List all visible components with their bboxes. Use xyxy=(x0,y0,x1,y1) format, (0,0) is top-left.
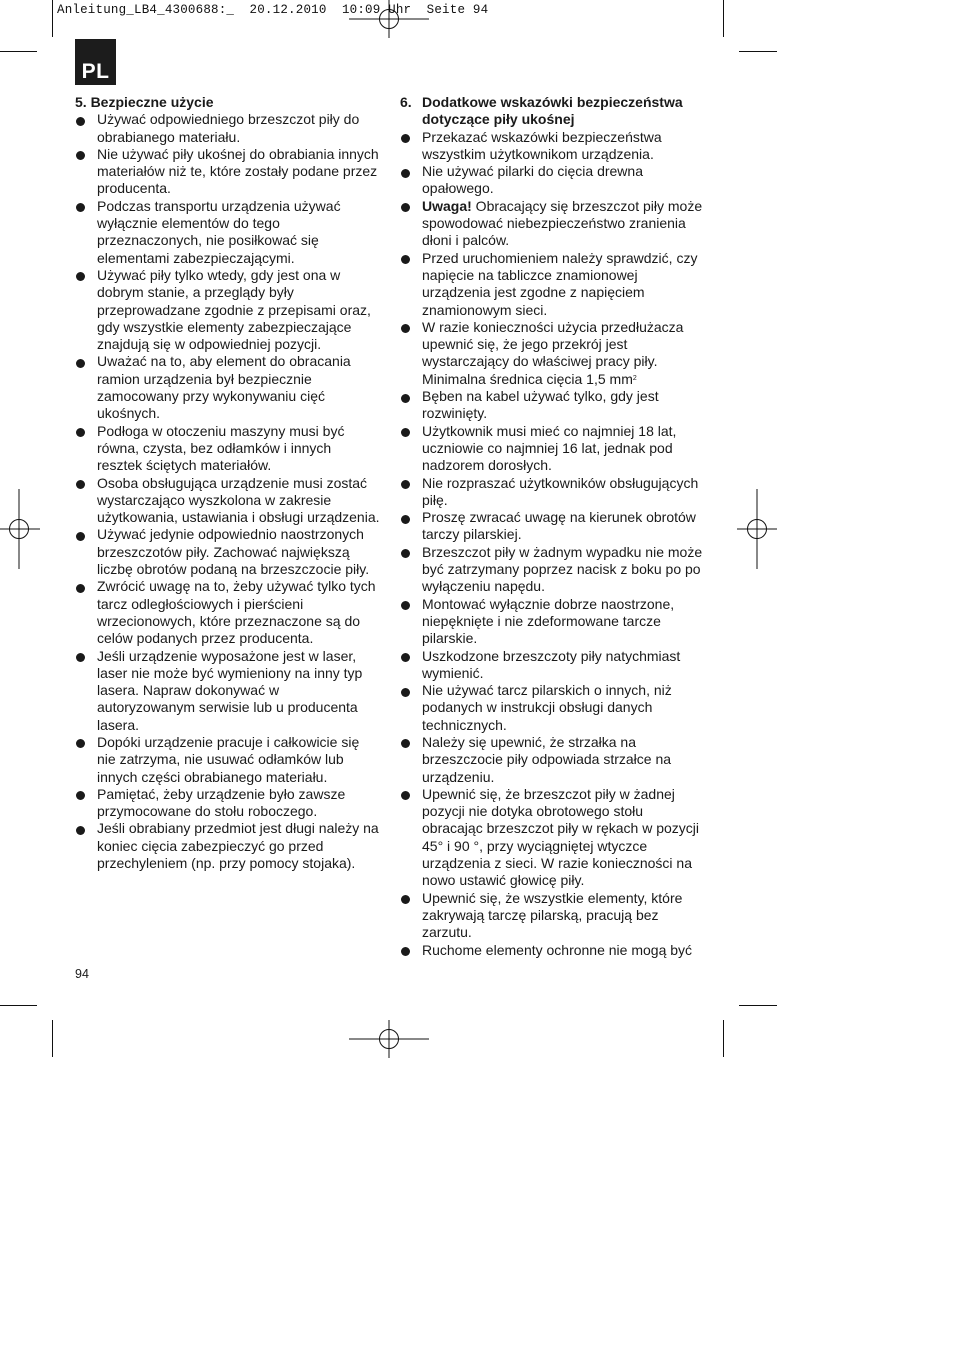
list-item: Użytkownik musi mieć co najmniej 18 lat, uczniowie co najmniej 16 lat, jednak pod nadzorem dorosłych. xyxy=(400,423,705,475)
list-item: Dopóki urządzenie pracuje i całkowicie się nie zatrzyma, nie usuwać odłamków lub innych części obrabianego materiału. xyxy=(75,734,380,786)
safe-use-list xyxy=(75,111,380,872)
list-item: Upewnić się, że wszystkie elementy, które zakrywają tarczę pilarską, pracują bez zarzutu. xyxy=(400,890,705,942)
list-item: Proszę zwracać uwagę na kierunek obrotów tarczy pilarskiej. xyxy=(400,509,705,544)
list-item: Osoba obsługująca urządzenie musi zostać wystarczająco wyszkolona w zakresie użytkowania, ustawiania i obsługi urządzenia. xyxy=(75,475,380,527)
crop-mark-bottom-right-v xyxy=(723,1020,724,1057)
list-item: Bęben na kabel używać tylko, gdy jest rozwinięty. xyxy=(400,388,705,423)
list-item: Pamiętać, żeby urządzenie było zawsze przymocowane do stołu roboczego. xyxy=(75,786,380,821)
list-item: Jeśli obrabiany przedmiot jest długi należy na koniec cięcia zabezpieczyć go przed przechyleniem (np. przy pomocy stojaka). xyxy=(75,820,380,872)
warning-text: Obracający się brzeszczot piły może spowodować niebezpieczeństwo zranienia dłoni i palców. xyxy=(422,197,703,249)
crop-mark-top-right-v xyxy=(723,0,724,37)
extension-cord-text: W razie konieczności użycia przedłużacza upewnić się, że jego przekrój jest wystarczający do właściwej pracy piły. Minimalna średnica cięcia 1,5 mm xyxy=(422,318,684,387)
right-column xyxy=(400,94,705,959)
crop-mark-top-left-h xyxy=(0,51,37,52)
registration-mark-top xyxy=(349,0,429,38)
registration-mark-bottom xyxy=(349,1020,429,1058)
list-item: Upewnić się, że brzeszczot piły w żadnej pozycji nie dotyka obrotowego stołu obracając brzeszczot piły w rękach w pozycji 45° i 90 °, przy wyciągniętej wtyczce urządzenia z sieci. W razie konieczności na nowo ustawić głowicę piły. xyxy=(400,786,705,890)
list-item: Brzeszczot piły w żadnym wypadku nie może być zatrzymany poprzez nacisk z boku po po wyłączeniu napędu. xyxy=(400,544,705,596)
list-item: Nie używać tarcz pilarskich o innych, niż podanych w instrukcji obsługi danych technicznych. xyxy=(400,682,705,734)
list-item: Montować wyłącznie dobrze naostrzone, niepęknięte i nie zdeformowane tarcze pilarskie. xyxy=(400,596,705,648)
crop-mark-top-left-v xyxy=(52,0,53,37)
list-item: Nie rozpraszać użytkowników obsługujących piłę. xyxy=(400,475,705,510)
list-item: Przekazać wskazówki bezpieczeństwa wszystkim użytkownikom urządzenia. xyxy=(400,129,705,164)
list-item: Jeśli urządzenie wyposażone jest w laser, laser nie może być wymieniony na inny typ lasera. Napraw dokonywać w autoryzowanym serwisie lub u producenta lasera. xyxy=(75,648,380,734)
list-item: Używać piły tylko wtedy, gdy jest ona w dobrym stanie, a przeglądy były przeprowadzane zgodnie z przepisami oraz, gdy wszystkie elementy zabezpieczające znajdują się w odpowiedniej pozycji. xyxy=(75,267,380,353)
list-item: Przed uruchomieniem należy sprawdzić, czy napięcie na tabliczce znamionowej urządzenia jest zgodne z napięciem znamionowym sieci. xyxy=(400,250,705,319)
superscript: 2 xyxy=(632,374,637,382)
list-item: Ruchome elementy ochronne nie mogą być xyxy=(400,942,705,959)
crop-mark-bottom-left-v xyxy=(52,1020,53,1057)
list-item: Podczas transportu urządzenia używać wyłącznie elementów do tego przeznaczonych, nie posiłkować się elementami zabezpieczającymi. xyxy=(75,198,380,267)
list-item: Należy się upewnić, że strzałka na brzeszczocie piły odpowiada strzałce na urządzeniu. xyxy=(400,734,705,786)
section-heading-safe-use: 5. Bezpieczne użycie xyxy=(75,94,214,110)
language-tab: PL xyxy=(75,39,116,85)
crop-mark-bottom-left-h xyxy=(0,1005,37,1006)
crop-mark-top-right-h xyxy=(739,51,777,52)
list-item: Zwrócić uwagę na to, żeby używać tylko tych tarcz odległościowych i pierścieni wrzecionowych, które przeznaczone są do celów podanych przez producenta. xyxy=(75,578,380,647)
print-slug: Anleitung_LB4_4300688:_ 20.12.2010 10:09 Uhr Seite 94 xyxy=(57,3,489,17)
page-number: 94 xyxy=(75,967,89,981)
list-item: Nie używać pilarki do cięcia drewna opałowego. xyxy=(400,163,705,198)
crop-mark-bottom-right-h xyxy=(739,1005,777,1006)
list-item-extension-cord xyxy=(400,319,705,388)
warning-label: Uwaga! xyxy=(422,197,472,214)
section-heading-additional-safety xyxy=(400,94,705,129)
list-item: Uważać na to, aby element do obracania ramion urządzenia był bezpiecznie zamocowany przy wykonywaniu cięć ukośnych. xyxy=(75,353,380,422)
list-item: Używać jedynie odpowiednio naostrzonych brzeszczotów piły. Zachować największą liczbę obrotów podaną na brzeszczocie piły. xyxy=(75,526,380,578)
left-column xyxy=(75,94,380,872)
list-item-warning xyxy=(400,198,705,250)
list-item: Podłoga w otoczeniu maszyny musi być równa, czysta, bez odłamków i innych resztek ściętych materiałów. xyxy=(75,423,380,475)
registration-mark-right xyxy=(737,489,777,569)
additional-safety-list xyxy=(400,129,705,959)
section-number: 6. xyxy=(400,94,412,110)
registration-mark-left xyxy=(0,489,40,569)
list-item: Używać odpowiedniego brzeszczot piły do obrabianego materiału. xyxy=(75,111,380,146)
section-title: Dodatkowe wskazówki bezpieczeństwa dotyczące piły ukośnej xyxy=(422,94,683,128)
list-item: Nie używać piły ukośnej do obrabiania innych materiałów niż te, które zostały podane przez producenta. xyxy=(75,146,380,198)
list-item: Uszkodzone brzeszczoty piły natychmiast wymienić. xyxy=(400,648,705,683)
